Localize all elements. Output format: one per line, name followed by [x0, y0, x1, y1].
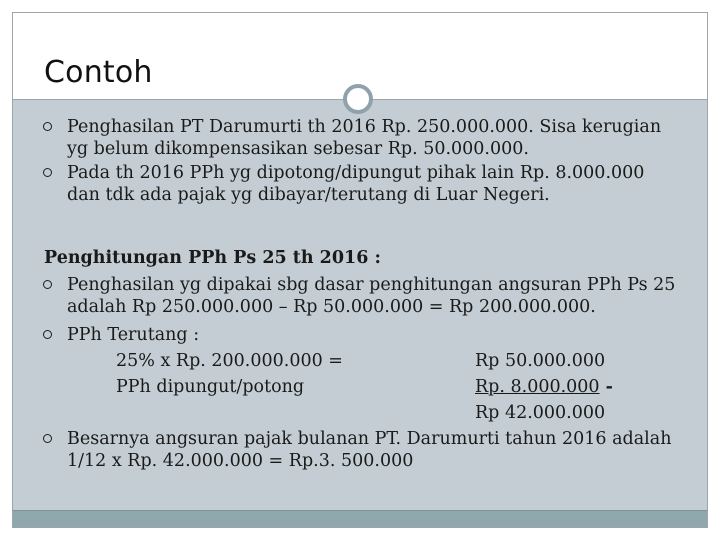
bullet-text	[67, 428, 697, 472]
bullet-line: PPh Terutang :	[67, 325, 200, 345]
bullet-icon	[43, 330, 52, 339]
bullet-line: dan tdk ada pajak yg dibayar/terutang di Luar Negeri.	[67, 185, 550, 205]
bullet-text	[67, 162, 697, 206]
calculation-heading: Penghitungan PPh Ps 25 th 2016 :	[44, 248, 381, 268]
calc-amount-result: Rp 42.000.000	[475, 403, 606, 423]
calc-amount-withheld-group	[475, 376, 613, 398]
footer-bar	[13, 510, 707, 527]
bullet-text	[67, 116, 697, 160]
calc-amount-tax-rate: Rp 50.000.000	[475, 351, 606, 371]
slide	[12, 12, 708, 528]
decorative-circle-icon	[343, 84, 373, 114]
calc-amount-withheld: Rp. 8.000.000	[475, 377, 600, 397]
bullet-icon	[43, 168, 52, 177]
calc-minus-sign: -	[599, 377, 613, 397]
bullet-line: yg belum dikompensasikan sebesar Rp. 50.000.000.	[67, 139, 529, 159]
bullet-line: adalah Rp 250.000.000 – Rp 50.000.000 = Rp 200.000.000.	[67, 297, 596, 317]
slide-title: Contoh	[44, 55, 153, 90]
calc-label-withheld: PPh dipungut/potong	[116, 377, 305, 397]
bullet-line: Penghasilan PT Darumurti th 2016 Rp. 250.000.000. Sisa kerugian	[67, 117, 662, 137]
bullet-line: Pada th 2016 PPh yg dipotong/dipungut pihak lain Rp. 8.000.000	[67, 163, 645, 183]
bullet-icon	[43, 122, 52, 131]
bullet-icon	[43, 280, 52, 289]
bullet-line: Besarnya angsuran pajak bulanan PT. Darumurti tahun 2016 adalah	[67, 429, 672, 449]
bullet-text	[67, 324, 697, 346]
bullet-icon	[43, 434, 52, 443]
bullet-text	[67, 274, 697, 318]
calc-label-tax-rate: 25% x Rp. 200.000.000 =	[116, 351, 343, 371]
bullet-line: Penghasilan yg dipakai sbg dasar penghitungan angsuran PPh Ps 25	[67, 275, 676, 295]
bullet-line: 1/12 x Rp. 42.000.000 = Rp.3. 500.000	[67, 451, 414, 471]
